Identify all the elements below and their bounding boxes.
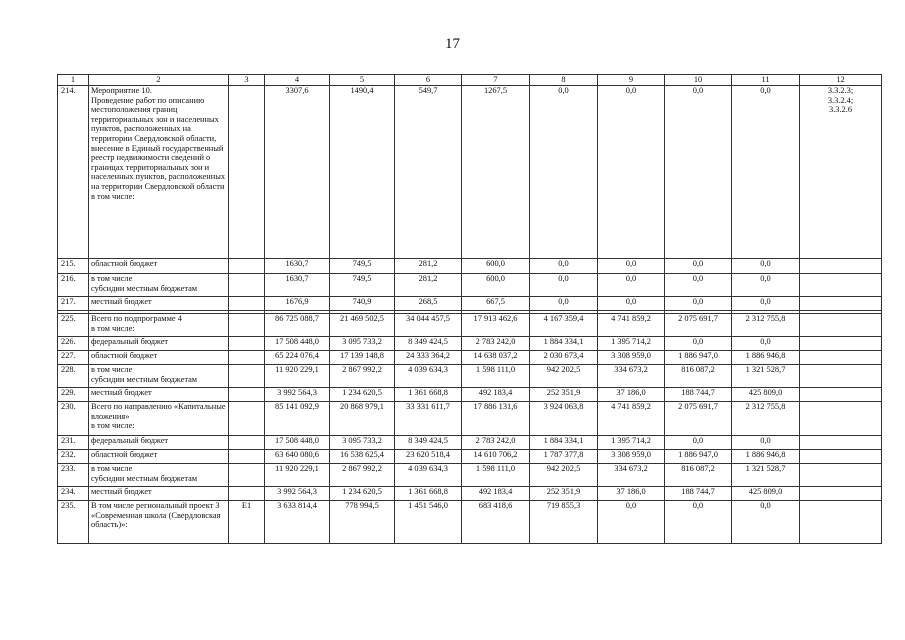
- row-name: Всего по подпрограмме 4 в том числе:: [89, 314, 229, 337]
- value-cell: 0,0: [598, 501, 665, 544]
- target-ref: [800, 388, 882, 402]
- value-cell: 1 361 668,8: [395, 388, 462, 402]
- row-name: федеральный бюджет: [89, 337, 229, 351]
- value-cell: 3 095 733,2: [330, 337, 395, 351]
- value-cell: 2 867 992,2: [330, 464, 395, 487]
- row-code: [229, 487, 265, 501]
- table-row: [58, 314, 882, 337]
- target-ref: [800, 450, 882, 464]
- value-cell: 1 361 668,8: [395, 487, 462, 501]
- header-cell: 12: [800, 75, 882, 86]
- value-cell: 1 884 334,1: [530, 436, 598, 450]
- value-cell: 683 418,6: [462, 501, 530, 544]
- value-cell: 0,0: [530, 297, 598, 311]
- value-cell: 34 044 457,5: [395, 314, 462, 337]
- value-cell: 0,0: [598, 297, 665, 311]
- value-cell: 0,0: [732, 297, 800, 311]
- row-code: [229, 274, 265, 297]
- budget-table: [57, 74, 882, 544]
- row-name: в том числе субсидии местным бюджетам: [89, 365, 229, 388]
- value-cell: 33 331 611,7: [395, 402, 462, 436]
- row-number: 228.: [58, 365, 89, 388]
- value-cell: 1 884 334,1: [530, 337, 598, 351]
- value-cell: 1 598 111,0: [462, 464, 530, 487]
- value-cell: 0,0: [598, 86, 665, 259]
- value-cell: 2 075 691,7: [665, 314, 732, 337]
- value-cell: 63 640 080,6: [265, 450, 330, 464]
- value-cell: 21 469 502,5: [330, 314, 395, 337]
- row-number: 232.: [58, 450, 89, 464]
- value-cell: 2 783 242,0: [462, 337, 530, 351]
- value-cell: 0,0: [665, 337, 732, 351]
- value-cell: 188 744,7: [665, 487, 732, 501]
- table-row: [58, 450, 882, 464]
- value-cell: 778 994,5: [330, 501, 395, 544]
- value-cell: 0,0: [665, 297, 732, 311]
- row-code: [229, 297, 265, 311]
- value-cell: 16 538 625,4: [330, 450, 395, 464]
- value-cell: 2 867 992,2: [330, 365, 395, 388]
- table-row: [58, 351, 882, 365]
- value-cell: 24 333 364,2: [395, 351, 462, 365]
- row-number: 226.: [58, 337, 89, 351]
- value-cell: 2 783 242,0: [462, 436, 530, 450]
- value-cell: 0,0: [530, 86, 598, 259]
- value-cell: 334 673,2: [598, 464, 665, 487]
- table-row: [58, 464, 882, 487]
- value-cell: 1630,7: [265, 259, 330, 274]
- value-cell: 0,0: [732, 274, 800, 297]
- value-cell: 1 598 111,0: [462, 365, 530, 388]
- target-ref: [800, 487, 882, 501]
- value-cell: 1 234 620,5: [330, 388, 395, 402]
- row-code: [229, 351, 265, 365]
- table-row: [58, 297, 882, 311]
- value-cell: 749,5: [330, 274, 395, 297]
- row-name: в том числе субсидии местным бюджетам: [89, 464, 229, 487]
- value-cell: 14 638 037,2: [462, 351, 530, 365]
- value-cell: 0,0: [732, 436, 800, 450]
- value-cell: 37 186,0: [598, 487, 665, 501]
- value-cell: 1 787 377,8: [530, 450, 598, 464]
- row-name: местный бюджет: [89, 487, 229, 501]
- value-cell: 2 312 755,8: [732, 402, 800, 436]
- header-cell: 10: [665, 75, 732, 86]
- value-cell: 11 920 229,1: [265, 365, 330, 388]
- row-name: местный бюджет: [89, 297, 229, 311]
- header-cell: 5: [330, 75, 395, 86]
- value-cell: 425 809,0: [732, 388, 800, 402]
- value-cell: 0,0: [665, 274, 732, 297]
- header-cell: 7: [462, 75, 530, 86]
- row-number: 214.: [58, 86, 89, 259]
- value-cell: 1 886 947,0: [665, 351, 732, 365]
- value-cell: 17 886 131,6: [462, 402, 530, 436]
- row-name: федеральный бюджет: [89, 436, 229, 450]
- header-cell: 6: [395, 75, 462, 86]
- value-cell: 3 924 063,8: [530, 402, 598, 436]
- target-ref: [800, 259, 882, 274]
- row-number: 231.: [58, 436, 89, 450]
- target-ref: [800, 501, 882, 544]
- row-number: 229.: [58, 388, 89, 402]
- header-cell: 9: [598, 75, 665, 86]
- value-cell: 0,0: [732, 501, 800, 544]
- value-cell: 492 183,4: [462, 388, 530, 402]
- value-cell: 4 039 634,3: [395, 464, 462, 487]
- value-cell: 17 508 448,0: [265, 436, 330, 450]
- value-cell: 0,0: [530, 259, 598, 274]
- target-ref: [800, 297, 882, 311]
- value-cell: 252 351,9: [530, 388, 598, 402]
- value-cell: 3 992 564,3: [265, 487, 330, 501]
- target-ref: [800, 314, 882, 337]
- row-name: в том числе субсидии местным бюджетам: [89, 274, 229, 297]
- value-cell: 1267,5: [462, 86, 530, 259]
- value-cell: 4 741 859,2: [598, 314, 665, 337]
- value-cell: 492 183,4: [462, 487, 530, 501]
- row-code: [229, 450, 265, 464]
- value-cell: 1 886 947,0: [665, 450, 732, 464]
- value-cell: 3 095 733,2: [330, 436, 395, 450]
- value-cell: 667,5: [462, 297, 530, 311]
- page-number: 17: [445, 36, 460, 52]
- value-cell: 4 039 634,3: [395, 365, 462, 388]
- table-row: [58, 365, 882, 388]
- header-row: [58, 75, 882, 86]
- value-cell: 17 508 448,0: [265, 337, 330, 351]
- value-cell: 2 030 673,4: [530, 351, 598, 365]
- target-ref: 3.3.2.3; 3.3.2.4; 3.3.2.6: [800, 86, 882, 259]
- value-cell: 85 141 092,9: [265, 402, 330, 436]
- row-name: областной бюджет: [89, 351, 229, 365]
- row-code: [229, 314, 265, 337]
- value-cell: 1 321 528,7: [732, 464, 800, 487]
- value-cell: 37 186,0: [598, 388, 665, 402]
- table-row: [58, 388, 882, 402]
- table-row: [58, 487, 882, 501]
- value-cell: 8 349 424,5: [395, 337, 462, 351]
- value-cell: 3 308 959,0: [598, 450, 665, 464]
- row-code: [229, 436, 265, 450]
- value-cell: 816 087,2: [665, 464, 732, 487]
- value-cell: 3 308 959,0: [598, 351, 665, 365]
- value-cell: 1 451 546,0: [395, 501, 462, 544]
- value-cell: 8 349 424,5: [395, 436, 462, 450]
- value-cell: 1 321 528,7: [732, 365, 800, 388]
- value-cell: 600,0: [462, 274, 530, 297]
- target-ref: [800, 402, 882, 436]
- value-cell: 1 886 946,8: [732, 450, 800, 464]
- row-name: местный бюджет: [89, 388, 229, 402]
- value-cell: 549,7: [395, 86, 462, 259]
- value-cell: 14 610 706,2: [462, 450, 530, 464]
- value-cell: 3 992 564,3: [265, 388, 330, 402]
- value-cell: 2 075 691,7: [665, 402, 732, 436]
- header-cell: 8: [530, 75, 598, 86]
- row-name: областной бюджет: [89, 450, 229, 464]
- header-cell: 4: [265, 75, 330, 86]
- value-cell: 252 351,9: [530, 487, 598, 501]
- value-cell: 0,0: [665, 86, 732, 259]
- value-cell: 4 167 359,4: [530, 314, 598, 337]
- row-number: 235.: [58, 501, 89, 544]
- value-cell: 4 741 859,2: [598, 402, 665, 436]
- row-number: 230.: [58, 402, 89, 436]
- row-number: 217.: [58, 297, 89, 311]
- row-name: В том числе региональный проект 3 «Современная школа (Свердловская область)»:: [89, 501, 229, 544]
- target-ref: [800, 337, 882, 351]
- value-cell: 1 395 714,2: [598, 337, 665, 351]
- value-cell: 1 234 620,5: [330, 487, 395, 501]
- value-cell: 942 202,5: [530, 464, 598, 487]
- row-number: 225.: [58, 314, 89, 337]
- header-cell: 3: [229, 75, 265, 86]
- target-ref: [800, 365, 882, 388]
- table-row: [58, 86, 882, 259]
- header-cell: 11: [732, 75, 800, 86]
- value-cell: 17 139 148,8: [330, 351, 395, 365]
- value-cell: 1490,4: [330, 86, 395, 259]
- value-cell: 1676,9: [265, 297, 330, 311]
- value-cell: 281,2: [395, 274, 462, 297]
- row-number: 227.: [58, 351, 89, 365]
- value-cell: 0,0: [665, 501, 732, 544]
- row-code: [229, 388, 265, 402]
- value-cell: 17 913 462,6: [462, 314, 530, 337]
- value-cell: 188 744,7: [665, 388, 732, 402]
- value-cell: 740,9: [330, 297, 395, 311]
- value-cell: 2 312 755,8: [732, 314, 800, 337]
- row-code: [229, 402, 265, 436]
- value-cell: 1 886 946,8: [732, 351, 800, 365]
- value-cell: 11 920 229,1: [265, 464, 330, 487]
- row-code: [229, 259, 265, 274]
- value-cell: 600,0: [462, 259, 530, 274]
- value-cell: 268,5: [395, 297, 462, 311]
- value-cell: 749,5: [330, 259, 395, 274]
- value-cell: 0,0: [732, 86, 800, 259]
- table-row: [58, 337, 882, 351]
- row-number: 215.: [58, 259, 89, 274]
- target-ref: [800, 274, 882, 297]
- table-body: [58, 75, 882, 544]
- row-code: Е1: [229, 501, 265, 544]
- value-cell: 942 202,5: [530, 365, 598, 388]
- value-cell: 0,0: [665, 259, 732, 274]
- value-cell: 3307,6: [265, 86, 330, 259]
- value-cell: 0,0: [665, 436, 732, 450]
- value-cell: 1 395 714,2: [598, 436, 665, 450]
- value-cell: 0,0: [598, 259, 665, 274]
- value-cell: 281,2: [395, 259, 462, 274]
- value-cell: 86 725 088,7: [265, 314, 330, 337]
- row-number: 233.: [58, 464, 89, 487]
- row-code: [229, 365, 265, 388]
- row-number: 234.: [58, 487, 89, 501]
- row-code: [229, 464, 265, 487]
- row-name: Всего по направлению «Капитальные вложения» в том числе:: [89, 402, 229, 436]
- value-cell: 23 620 518,4: [395, 450, 462, 464]
- row-name: Мероприятие 10. Проведение работ по описанию местоположения границ территориальных зон и населенных пунктов, расположенных на территории Свердловской области, внесение в Единый государственный реестр недвижимости сведений о границах территориальных зон и населенных пунктов, расположенных на территории Свердловской области в том числе:: [89, 86, 229, 259]
- table-row: [58, 436, 882, 450]
- value-cell: 0,0: [598, 274, 665, 297]
- target-ref: [800, 464, 882, 487]
- row-code: [229, 86, 265, 259]
- table-row: [58, 402, 882, 436]
- value-cell: 0,0: [732, 337, 800, 351]
- header-cell: 1: [58, 75, 89, 86]
- value-cell: 425 809,0: [732, 487, 800, 501]
- value-cell: 20 868 979,1: [330, 402, 395, 436]
- table-row: [58, 501, 882, 544]
- table-row: [58, 259, 882, 274]
- row-number: 216.: [58, 274, 89, 297]
- row-name: областной бюджет: [89, 259, 229, 274]
- table-row: [58, 274, 882, 297]
- value-cell: 0,0: [530, 274, 598, 297]
- target-ref: [800, 436, 882, 450]
- value-cell: 719 855,3: [530, 501, 598, 544]
- header-cell: 2: [89, 75, 229, 86]
- target-ref: [800, 351, 882, 365]
- value-cell: 65 224 076,4: [265, 351, 330, 365]
- row-code: [229, 337, 265, 351]
- value-cell: 816 087,2: [665, 365, 732, 388]
- value-cell: 1630,7: [265, 274, 330, 297]
- value-cell: 3 633 814,4: [265, 501, 330, 544]
- value-cell: 0,0: [732, 259, 800, 274]
- value-cell: 334 673,2: [598, 365, 665, 388]
